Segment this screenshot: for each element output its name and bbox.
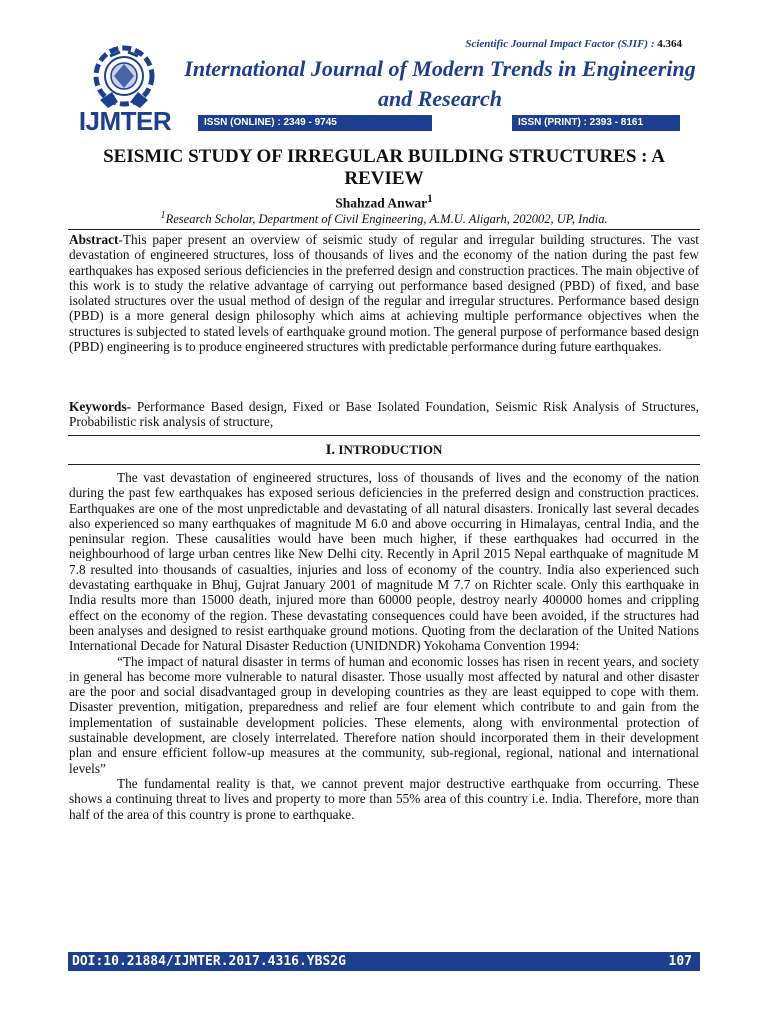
impact-factor [465,38,682,50]
paragraph: The fundamental reality is that, we cannot prevent major destructive earthquake from occurring. These shows a continuing threat to lives and property to more than 55% area of this country i.e. India. Therefore, more than half of the area of this country is prone to earthquake. [69,775,699,822]
keywords-label: Keywords- [69,399,132,414]
affiliation-text: Research Scholar, Department of Civil Engineering, A.M.U. Aligarh, 202002, UP, India. [165,212,608,227]
keywords-text: Performance Based design, Fixed or Base Isolated Foundation, Seismic Risk Analysis of Structures, Probabilistic risk analysis of structure, [69,399,699,430]
author-name [60,193,708,212]
page-footer [68,952,700,971]
impact-factor-value: 4.364 [657,38,682,50]
abstract-text: -This paper present an overview of seismic study of regular and irregular building structures. The vast devastation of engineered structures, loss of thousands of lives and the economy of the nation during the past few earthquakes has exposed serious deficiencies in the preferred design and construction practices. The main objective of this work is to study the relative advantage of carrying out performance based designed (PBD) of fixed, and base isolated structures over the usual method of design of the regular and irregular structures. Performance based design (PBD) is a more general design philosophy which aims at achieving multiple performance objectives when the structures is subjected to stated levels of earthquake ground motion. The general purpose of performance based design (PBD) engineering is to produce engineered structures with predictable performance during future earthquakes. [69,232,699,355]
section-heading-introduction [60,442,708,459]
section-title: INTRODUCTION [338,442,443,457]
issn-print-badge: ISSN (PRINT) : 2393 - 8161 [512,115,680,131]
quote-paragraph: “The impact of natural disaster in terms of human and economic losses has risen in recent years, and society in general has become more vulnerable to natural disaster. Those usually most affected by natural and other disaster are the poor and social disadvantaged group in developing countries as they are least equipped to cope with them. Disaster prevention, mitigation, preparedness and relief are four element which contribute to and gain from the implementation of sustainable development policies. These elements, along with environmental protection of sustainable development, are closely interrelated. Therefore nation should incorporated them in their development plan and ensure efficient follow-up measures at the community, sub-regional, regional, national and international levels” [69,653,699,776]
impact-factor-label: Scientific Journal Impact Factor (SJIF) : [465,38,655,50]
journal-title [180,54,700,114]
journal-logo-text: IJMTER [78,106,172,136]
divider-top [68,229,700,230]
page-number: 107 [668,954,692,969]
keywords [69,399,699,430]
section-number: I. [325,442,336,458]
paper-title-line1: SEISMIC STUDY OF IRREGULAR BUILDING STRUCTURES : A [103,146,665,167]
abstract-label: Abstract [69,232,119,247]
paper-title-line2: REVIEW [344,168,424,189]
paragraph: The vast devastation of engineered structures, loss of thousands of lives and the economy of the nation during the past few earthquakes has exposed serious deficiencies in the preferred design and construction practices. Earthquakes are one of the most unpredictable and devastating of all natural disasters. Ironically last several decades also experienced so many earthquakes of magnitude M 6.0 and above occurring in Himalayas, central India, and the peninsular region. These causalities would have been much higher, if these earthquakes had occurred in the neighbourhood of large urban centres like New Delhi city. Recently in April 2015 Nepal earthquake of magnitude M 7.8 resulted into thousands of casualties, injuries and loss of economy of the country. India also experienced such devastating earthquake in Bhuj, Gujrat January 2001 of magnitude M 7.7 on Richter scale. Only this earthquake in India results more than 15000 death, injured more than 60000 people, destroy nearly 400000 homes and crippling effect on the economy of the region. These devastating consequences could have been avoided, if the structures had been analyses and designed to resist earthquake ground motions. Quoting from the declaration of the United Nations International Decade for Natural Disaster Reduction (UNIDNDR) Yokohama Convention 1994: [69,470,699,654]
doi-text: DOI:10.21884/IJMTER.2017.4316.YBS2G [72,954,346,969]
paper-title [60,146,708,190]
author-superscript: 1 [427,193,433,205]
abstract [69,232,699,354]
author-affiliation [60,210,708,227]
issn-online-badge: ISSN (ONLINE) : 2349 - 9745 [198,115,432,131]
affiliation-superscript: 1 [160,210,166,221]
journal-title-line1: International Journal of Modern Trends in Engineering [184,56,696,81]
divider-keywords [68,435,700,436]
introduction-body [69,470,699,822]
divider-section [68,464,700,465]
author-text: Shahzad Anwar [335,195,428,211]
journal-title-line2: and Research [377,86,503,111]
